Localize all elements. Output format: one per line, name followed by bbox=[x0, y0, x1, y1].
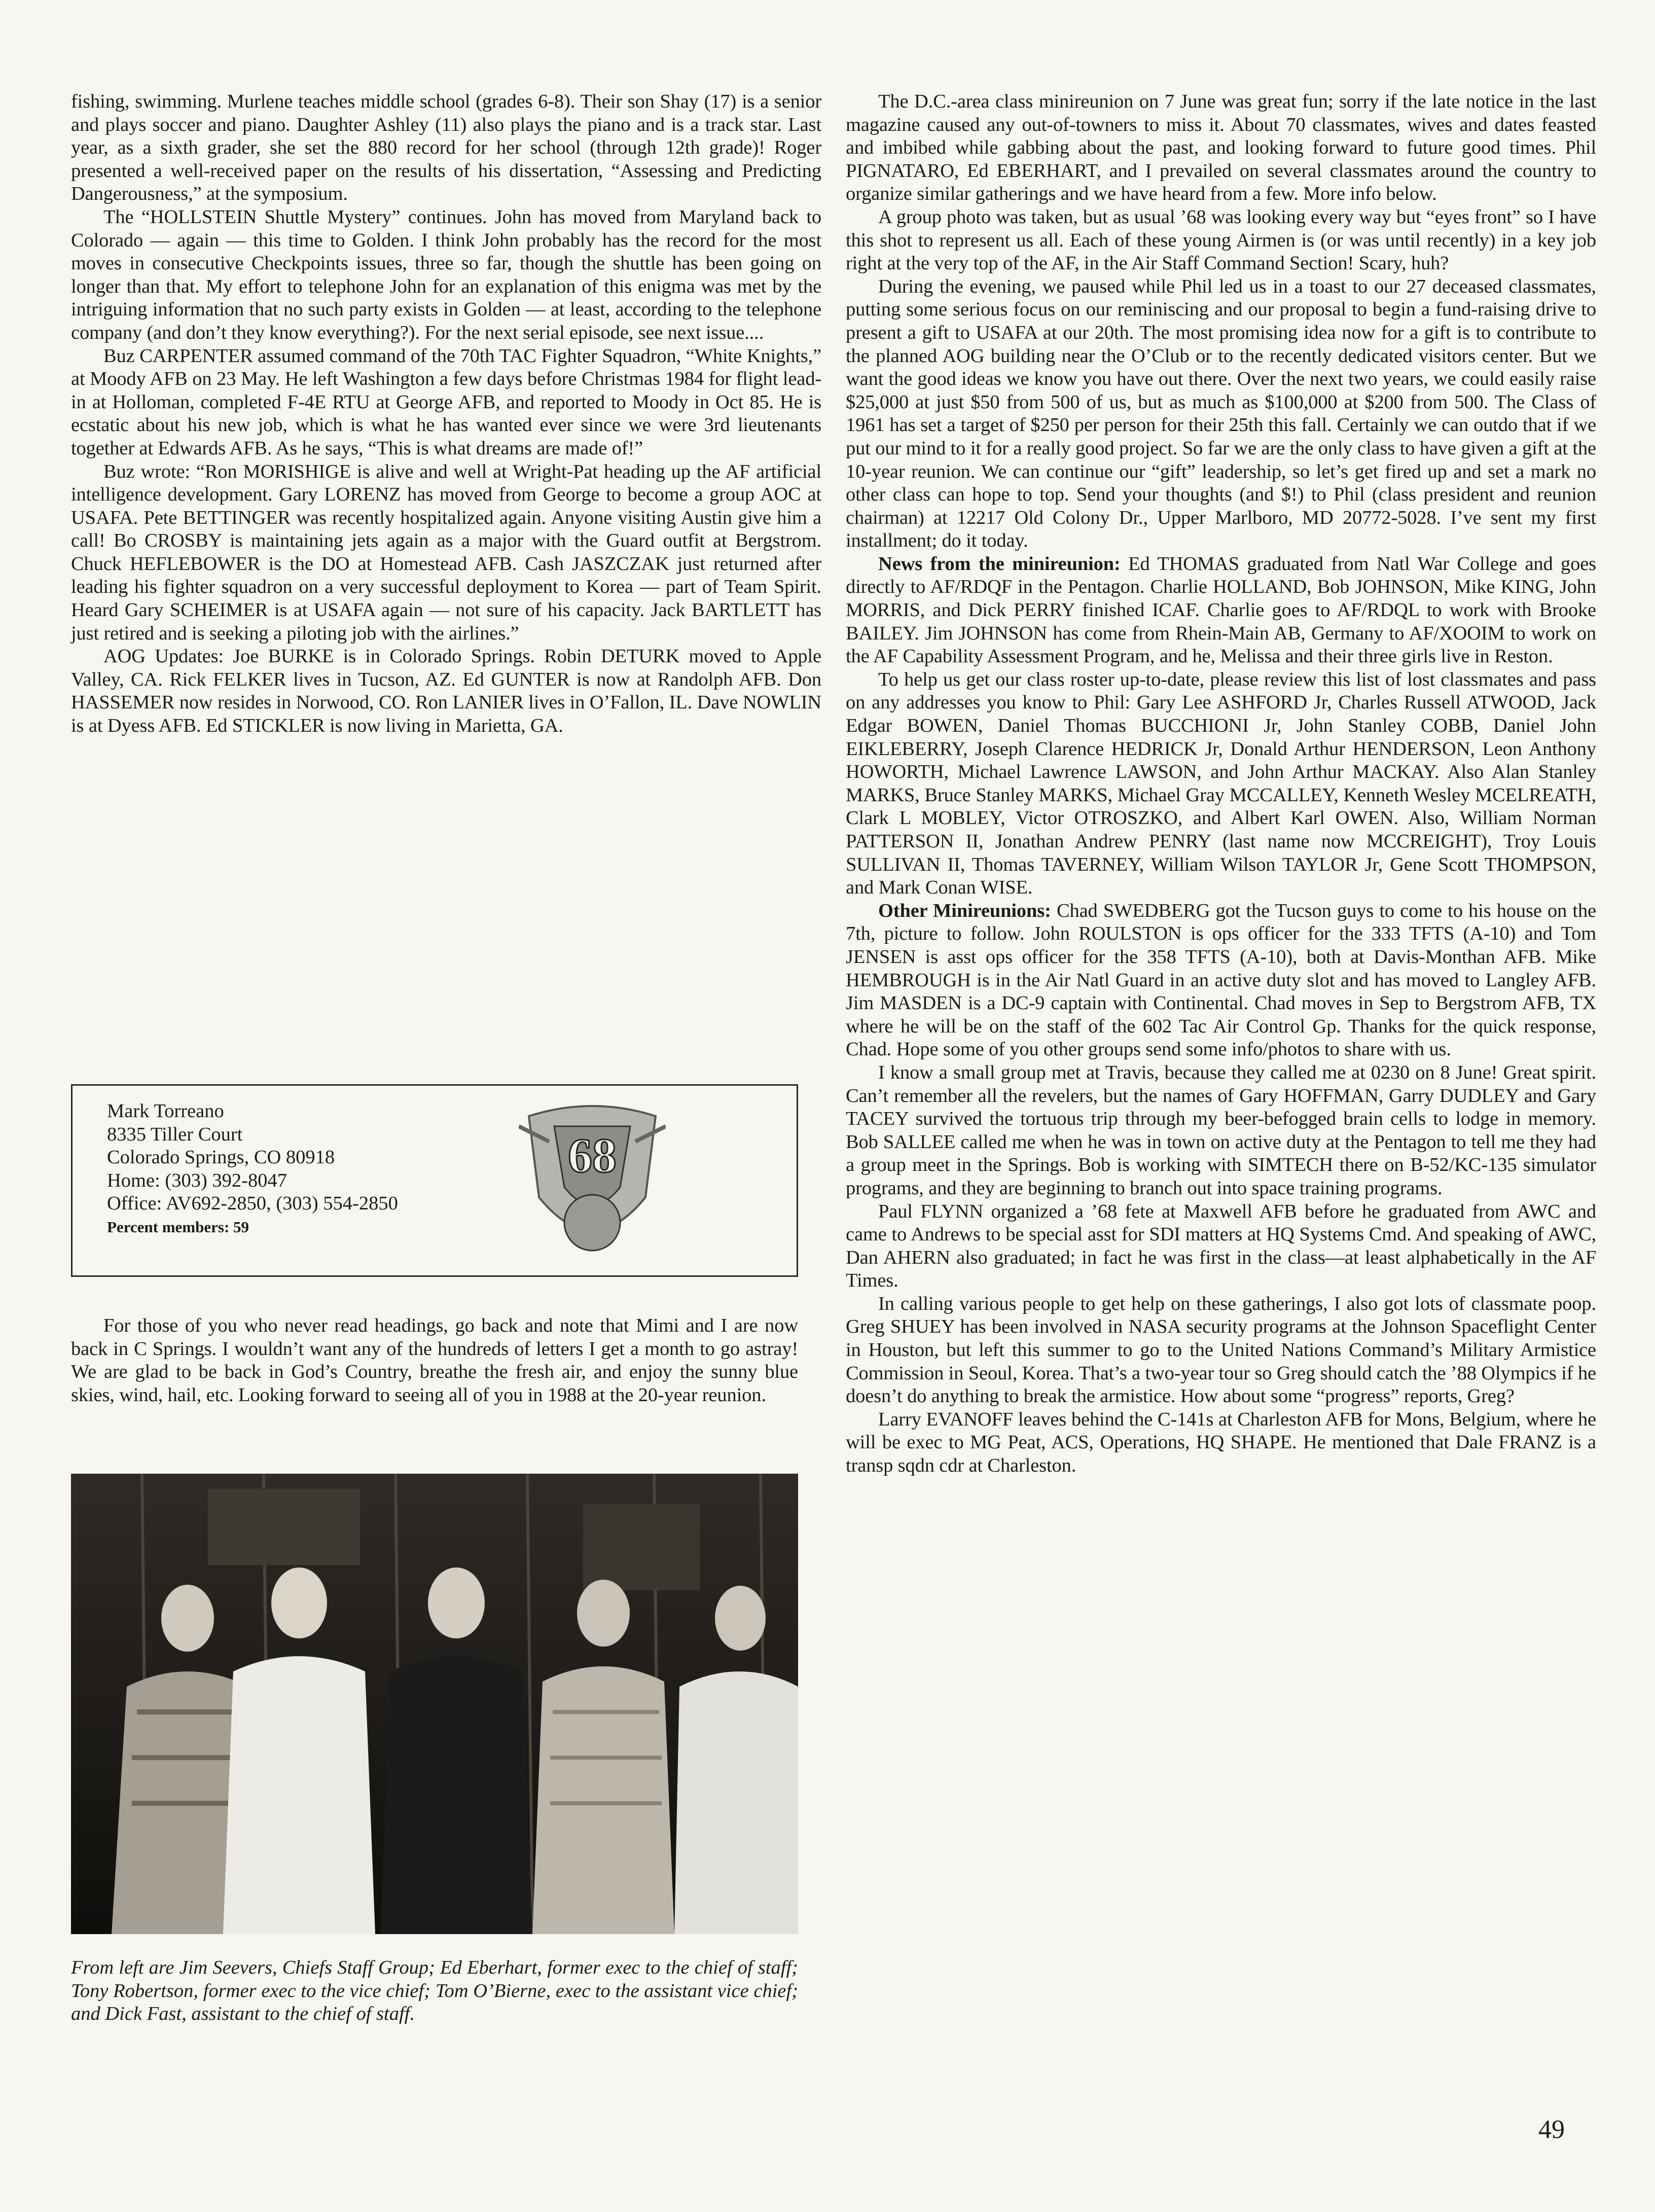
left-paragraph: The “HOLLSTEIN Shuttle Mystery” continues. John has moved from Maryland back to Colorado — again — this time to Golden. I think John probably has the record for the most moves in consecutive Checkpoints issues, three so far, though the shuttle has been going on longer than that. My effort to telephone John for an explanation of this enigma was met by the intriguing information that no such party exists in Golden — at least, according to the telephone company (and don’t they know everything?). For the next serial episode, see next issue.... bbox=[71, 206, 821, 343]
right-paragraph: A group photo was taken, but as usual ’68 was looking every way but “eyes front” so I have this shot to represent us all. Each of these young Airmen is (or was until recently) in a key job right at the very top of the AF, in the Air Staff Command Section! Scary, huh? bbox=[846, 206, 1596, 274]
right-paragraph: I know a small group met at Travis, because they called me at 0230 on 8 June! Great spirit. Can’t remember all the revelers, but the names of Gary HOFFMAN, Garry DUDLEY and Gary TACEY survived the tortuous trip through my beer-befogged brain cells to lodge in memory. Bob SALLEE called me when he was in town on active duty at the Pentagon to tell me they had a group meet in the Springs. Bob is working with SIMTECH there on B-52/KC-135 simulator programs, and they are beginning to branch out into space training programs. bbox=[846, 1061, 1596, 1199]
photo-caption: From left are Jim Seevers, Chiefs Staff Group; Ed Eberhart, former exec to the chief of staff; Tony Robertson, former exec to the vice chief; Tom O’Bierne, exec to the assistant vice chief; and Dick Fast, assistant to the chief of staff. bbox=[71, 1957, 798, 2025]
right-paragraph: The D.C.-area class minireunion on 7 June was great fun; sorry if the late notice in the last magazine caused any out-of-towners to miss it. About 70 classmates, wives and dates feasted and imbibed while gabbing about the past, and looking forward to future good times. Phil PIGNATARO, Ed EBERHART, and I prevailed on several classmates around the country to organize similar gatherings and we have heard from a few. More info below. bbox=[846, 91, 1596, 205]
left-paragraph: AOG Updates: Joe BURKE is in Colorado Springs. Robin DETURK moved to Apple Valley, CA. Rick FELKER lives in Tucson, AZ. Ed GUNTER is now at Randolph AFB. Don HASSEMER now resides in Norwood, CO. Ron LANIER lives in O’Fallon, IL. Dave NOWLIN is at Dyess AFB. Ed STICKLER is now living in Marietta, GA. bbox=[71, 646, 821, 737]
contact-home-phone: Home: (303) 392-8047 bbox=[107, 1169, 287, 1191]
left-paragraph: Buz CARPENTER assumed command of the 70th TAC Fighter Squadron, “White Knights,” at Moody AFB on 23 May. He left Washington a few days before Christmas 1984 for flight lead-in at Holloman, completed F-4E RTU at George AFB, and reported to Moody in Oct 85. He is ecstatic about his new job, which is what he has wanted ever since we were 3rd lieutenants together at Edwards AFB. As he says, “This is what dreams are made of!” bbox=[71, 345, 821, 459]
right-column bbox=[846, 90, 1596, 1478]
section-lead: Other Minireunions: bbox=[878, 900, 1051, 921]
contact-street: 8335 Tiller Court bbox=[107, 1123, 243, 1145]
class-crest-icon bbox=[519, 1096, 666, 1268]
contact-city: Colorado Springs, CO 80918 bbox=[107, 1147, 335, 1168]
crest-year: 68 bbox=[568, 1128, 617, 1183]
right-paragraph: Larry EVANOFF leaves behind the C-141s at Charleston AFB for Mons, Belgium, where he will be exec to MG Peat, ACS, Operations, HQ SHAPE. He mentioned that Dale FRANZ is a transp sqdn cdr at Charleston. bbox=[846, 1408, 1596, 1477]
return-note-paragraph: For those of you who never read headings, go back and note that Mimi and I are now back in C Springs. I wouldn’t want any of the hundreds of letters I get a month to go astray! We are glad to be back in God’s Country, breathe the fresh air, and enjoy the sunny blue skies, wind, hail, etc. Looking forward to seeing all of you in 1988 at the 20-year reunion. bbox=[71, 1315, 798, 1406]
section-lead: News from the minireunion: bbox=[878, 553, 1121, 575]
right-paragraph: In calling various people to get help on these gatherings, I also got lots of classmate poop. Greg SHUEY has been involved in NASA security programs at the Johnson Spaceflight Center in Houston, but left this summer to go to the United Nations Command’s Military Armistice Commission in Seoul, Korea. That’s a two-year tour so Greg should catch the ’88 Olympics if he doesn’t do anything to break the armistice. How about some “progress” reports, Greg? bbox=[846, 1293, 1596, 1407]
return-note bbox=[71, 1314, 798, 1407]
percent-members: Percent members: 59 bbox=[107, 1218, 249, 1236]
contact-office-phone: Office: AV692-2850, (303) 554-2850 bbox=[107, 1193, 398, 1215]
right-paragraph: News from the minireunion: Ed THOMAS graduated from Natl War College and goes directly to AF/RDQF in the Pentagon. Charlie HOLLAND, Bob JOHNSON, Mike KING, John MORRIS, and Dick PERRY finished ICAF. Charlie goes to AF/RDQL to work with Brooke BAILEY. Jim JOHNSON has come from Rhein-Main AB, Germany to AF/XOOIM to work on the AF Capability Assessment Program, and he, Melissa and their three girls live in Reston. bbox=[846, 553, 1597, 667]
group-photo-image bbox=[71, 1474, 798, 1934]
group-photo bbox=[71, 1474, 798, 1934]
contact-details bbox=[107, 1100, 398, 1238]
right-paragraph: To help us get our class roster up-to-date, please review this list of lost classmates and pass on any addresses you know to Phil: Gary Lee ASHFORD Jr, Charles Russell ATWOOD, Jack Edgar BOWEN, Daniel Thomas BUCCHIONI Jr, John Stanley COBB, Daniel John EIKLEBERRY, Joseph Clarence HEDRICK Jr, Donald Arthur HENDERSON, Leon Anthony HOWORTH, Michael Lawrence LAWSON, and John Arthur MACKAY. Also Alan Stanley MARKS, Bruce Stanley MARKS, Michael Gray MCCALLEY, Kenneth Wesley MCELREATH, Clark L MOBLEY, Victor OTROSZKO, and Albert Karl OWEN. Also, William Norman PATTERSON II, Jonathan Andrew PENRY (last name now MCCREIGHT), Troy Louis SULLIVAN II, Thomas TAVERNEY, William Wilson TAYLOR Jr, Gene Scott THOMPSON, and Mark Conan WISE. bbox=[846, 668, 1596, 899]
right-paragraph: Paul FLYNN organized a ’68 fete at Maxwell AFB before he graduated from AWC and came to Andrews to be special asst for SDI matters at HQ Systems Cmd. And speaking of AWC, Dan AHERN also graduated; in fact he was first in the class—at least alphabetically in the AF Times. bbox=[846, 1200, 1596, 1292]
class-secretary-contact-box bbox=[71, 1084, 798, 1277]
left-paragraph: fishing, swimming. Murlene teaches middle school (grades 6-8). Their son Shay (17) is a senior and plays soccer and piano. Daughter Ashley (11) also plays the piano and is a track star. Last year, as a sixth grader, she set the 880 record for her school (through 12th grade)! Roger presented a well-received paper on the results of his dissertation, “Assessing and Predicting Dangerousness,” at the symposium. bbox=[71, 91, 821, 205]
page-number: 49 bbox=[1538, 2115, 1565, 2144]
left-column bbox=[71, 90, 821, 738]
right-paragraph: During the evening, we paused while Phil led us in a toast to our 27 deceased classmates, putting some serious focus on our reminiscing and our proposal to begin a fund-raising drive to present a gift to USAFA at our 20th. The most promising idea now for a gift is to contribute to the planned AOG building near the O’Club or to the recently dedicated visitors center. But we want the good ideas we know you have out there. Over the next two years, we could easily raise $25,000 at just $50 from 500 of us, but as much as $100,000 at $200 from 500. The Class of 1961 has set a target of $250 per person for their 25th this fall. Certainly we can outdo that if we put our mind to it for a really good project. So far we are the only class to have given a gift at the 10-year reunion. We can continue our “gift” leadership, so let’s get fired up and set a mark no other class can hope to top. Send your thoughts (and $!) to Phil (class president and reunion chairman) at 12217 Old Colony Dr., Upper Marlboro, MD 20772-5028. I’ve sent my first installment; do it today. bbox=[846, 275, 1596, 552]
contact-name: Mark Torreano bbox=[107, 1100, 224, 1122]
right-paragraph: Other Minireunions: Chad SWEDBERG got the Tucson guys to come to his house on the 7th, picture to follow. John ROULSTON is ops officer for the 333 TFTS (A-10) and Tom JENSEN is asst ops officer for the 358 TFTS (A-10), both at Davis-Monthan AFB. Mike HEMBROUGH is in the Air Natl Guard in an active duty slot and has moved to Langley AFB. Jim MASDEN is a DC-9 captain with Continental. Chad moves in Sep to Bergstrom AFB, TX where he will be on the staff of the 602 Tac Air Control Gp. Thanks for the quick response, Chad. Hope some of you other groups send some info/photos to share with us. bbox=[846, 900, 1596, 1060]
left-paragraph: Buz wrote: “Ron MORISHIGE is alive and well at Wright-Pat heading up the AF artificial intelligence development. Gary LORENZ has moved from George to become a group AOC at USAFA. Pete BETTINGER was recently hospitalized again. Anyone visiting Austin give him a call! Bo CROSBY is maintaining jets again as a major with the Guard outfit at Bergstrom. Chuck HEFLEBOWER is the DO at Homestead AFB. Cash JASZCZAK just returned after leading his fighter squadron on a very successful deployment to Korea — part of Team Spirit. Heard Gary SCHEIMER is at USAFA again — not sure of his capacity. Jack BARTLETT has just retired and is seeking a piloting job with the airlines.” bbox=[71, 460, 821, 644]
